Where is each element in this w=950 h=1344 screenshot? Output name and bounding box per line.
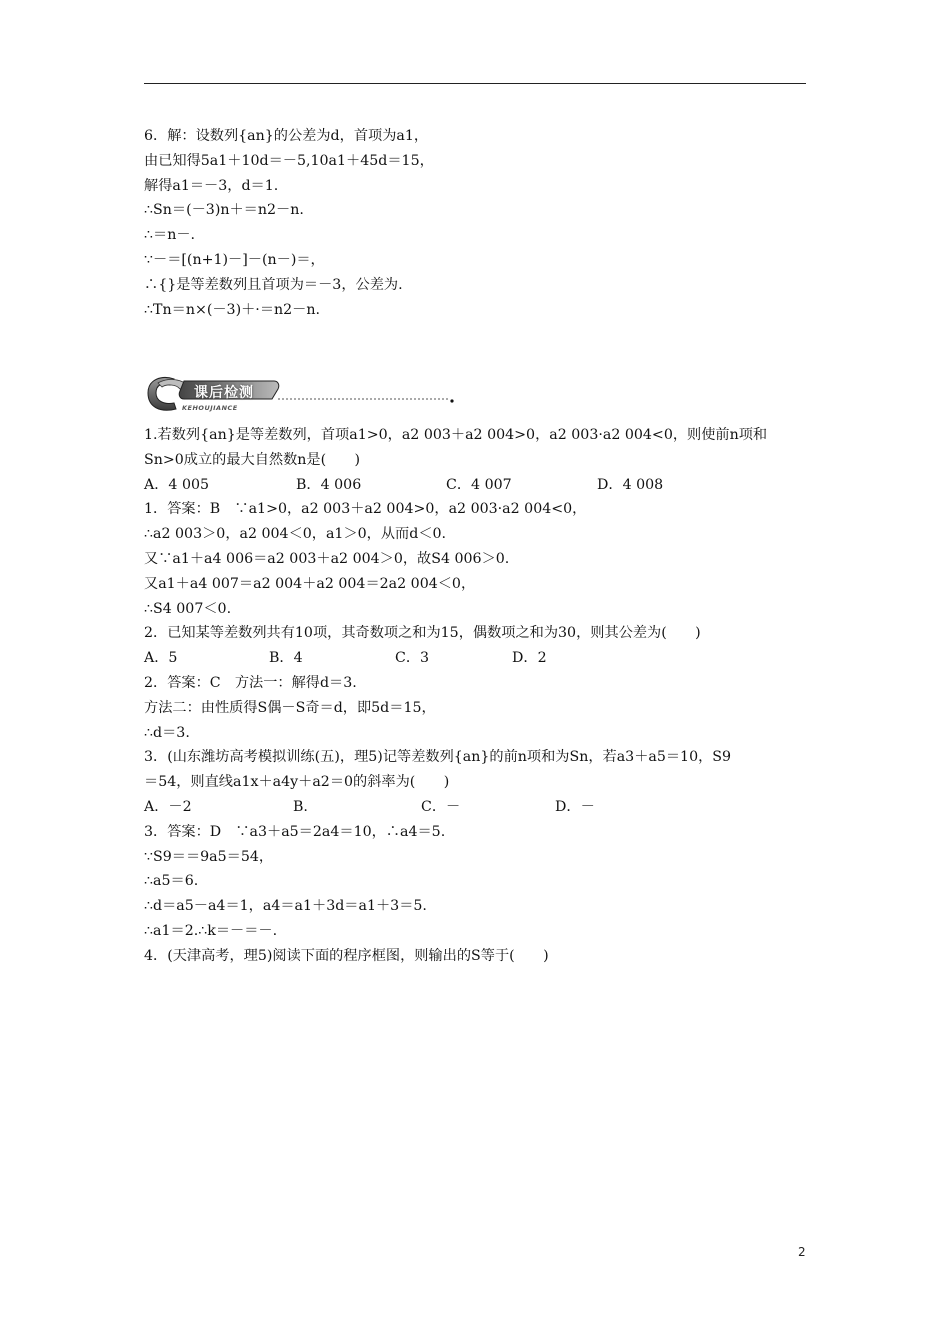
- answer-line: 2．答案：C 方法一：解得d＝3.: [144, 674, 357, 691]
- question-3-options: [144, 795, 814, 820]
- option-a: A．4 005: [144, 476, 210, 493]
- answer-line: ∴d＝3.: [144, 724, 190, 741]
- answer-line: ∴S4 007＜0.: [144, 600, 232, 617]
- text-line: ∴{}是等差数列且首项为＝－3，公差为.: [144, 276, 403, 293]
- text-line: ∴＝n－.: [144, 227, 196, 244]
- option-b: B．4: [269, 650, 303, 667]
- text-line: 6．解：设数列{an}的公差为d，首项为a1，: [144, 128, 429, 144]
- option-c: C．4 007: [446, 476, 512, 493]
- answer-line: ∴d＝a5－a4＝1，a4＝a1＋3d＝a1＋3＝5.: [144, 898, 427, 915]
- text-line: 解得a1＝－3，d＝1.: [144, 177, 279, 194]
- option-a: A．5: [144, 650, 178, 667]
- option-c: C．3: [395, 650, 430, 667]
- text-line: ∴Tn＝n×(－3)＋·＝n2－n.: [144, 301, 321, 318]
- answer-line: ∴a2 003＞0，a2 004＜0，a1＞0，从而d＜0.: [144, 526, 447, 543]
- option-c: C．－: [421, 798, 461, 815]
- answer-line: ∵S9＝＝9a5＝54，: [144, 848, 274, 865]
- question-2-options: [144, 646, 814, 671]
- solution-6: [144, 124, 814, 322]
- question-1-options: [144, 473, 814, 498]
- text-line: ∵－＝[(n+1)－]－(n－)＝，: [144, 251, 325, 268]
- answer-line: 3．答案：D ∵a3＋a5＝2a4＝10，∴a4＝5.: [144, 823, 446, 840]
- answer-line: 方法二：由性质得S偶－S奇＝d，即5d＝15，: [144, 699, 436, 716]
- section-banner: [144, 373, 464, 415]
- answer-line: 又∵a1＋a4 006＝a2 003＋a2 004＞0，故S4 006＞0.: [144, 550, 510, 567]
- question-3-stem: ＝54，则直线a1x＋a4y＋a2＝0的斜率为( ): [144, 774, 450, 791]
- question-1-stem: 1.若数列{an}是等差数列，首项a1>0，a2 003＋a2 004>0，a2 003·a2 004<0，则使前n项和: [144, 427, 768, 443]
- header-rule: [144, 83, 806, 84]
- question-4-stem: 4．(天津高考，理5)阅读下面的程序框图，则输出的S等于( ): [144, 947, 549, 964]
- exercises: [144, 423, 814, 969]
- option-b: B.: [293, 798, 308, 815]
- text-line: 由已知得5a1＋10d＝－5,10a1＋45d＝15，: [144, 152, 434, 169]
- banner-subtitle: KEHOUJIANCE: [182, 404, 238, 412]
- question-1-stem: Sn>0成立的最大自然数n是( ): [144, 451, 361, 468]
- text-line: ∴Sn＝(－3)n＋＝n2－n.: [144, 202, 304, 219]
- question-3-stem: 3．(山东潍坊高考模拟训练(五)，理5)记等差数列{an}的前n项和为Sn，若a3＋a5＝10，S9: [144, 749, 732, 766]
- option-a: A．－2: [144, 798, 192, 815]
- option-d: D．4 008: [597, 476, 664, 493]
- answer-line: 1．答案：B ∵a1>0，a2 003＋a2 004>0，a2 003·a2 004<0，: [144, 501, 587, 518]
- option-d: D．2: [512, 650, 547, 667]
- answer-line: ∴a5＝6.: [144, 873, 199, 890]
- option-b: B．4 006: [296, 476, 362, 493]
- question-2-stem: 2．已知某等差数列共有10项，其奇数项之和为15，偶数项之和为30，则其公差为( ): [144, 625, 701, 642]
- page-number: 2: [798, 1245, 806, 1259]
- banner-title: 课后检测: [194, 385, 254, 401]
- answer-line: 又a1＋a4 007＝a2 004＋a2 004＝2a2 004＜0，: [144, 575, 476, 592]
- option-d: D．－: [555, 798, 595, 815]
- answer-line: ∴a1＝2.∴k＝－＝－.: [144, 922, 278, 939]
